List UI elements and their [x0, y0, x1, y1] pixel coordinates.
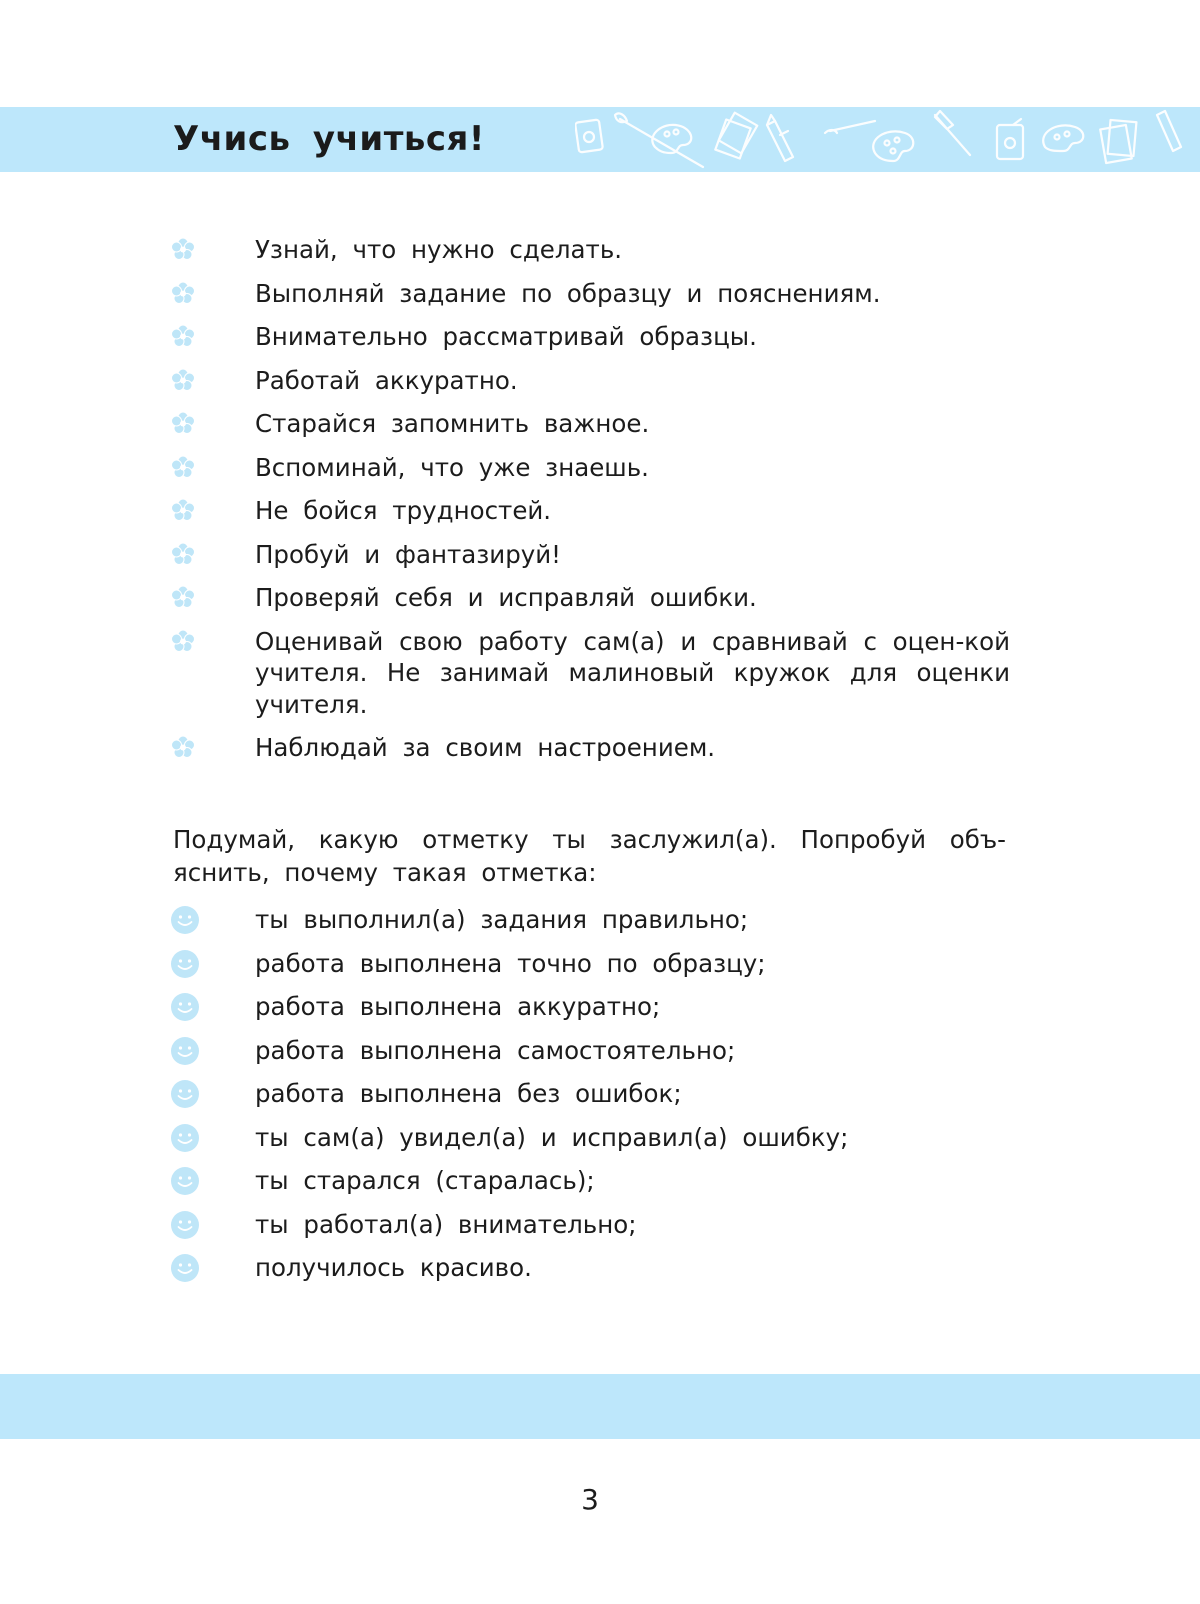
- smiley-icon: [170, 992, 200, 1022]
- flower-icon: [170, 585, 196, 611]
- flower-icon: [170, 629, 196, 655]
- list-item-text: Вспоминай, что уже знаешь.: [255, 452, 649, 482]
- list-item-text: Наблюдай за своим настроением.: [255, 733, 716, 762]
- list-item: [170, 991, 1010, 1023]
- palette-icon-2: [873, 131, 913, 161]
- smiley-icon: [170, 905, 200, 935]
- list-item-text: Работай аккуратно.: [255, 365, 518, 395]
- smiley-icon: [170, 1253, 200, 1283]
- list-item-text: получилось красиво.: [255, 1253, 532, 1282]
- list-item-text: Проверяй себя и исправляй ошибки.: [255, 583, 757, 612]
- list-item: [170, 321, 1010, 353]
- flower-icon: [170, 542, 196, 568]
- list-item-text: Выполняй задание по образцу и пояснениям.: [255, 278, 881, 308]
- list-item: [170, 234, 1010, 266]
- paper-stack-icon: [715, 113, 757, 159]
- rules-list: [170, 234, 1010, 776]
- list-item-text: работа выполнена аккуратно;: [255, 992, 661, 1021]
- flower-icon: [170, 455, 196, 481]
- palette-icon-3: [1043, 125, 1083, 151]
- brush-icon-2: [935, 111, 970, 155]
- list-item: [170, 904, 1010, 936]
- flower-icon: [170, 368, 196, 394]
- list-item-text: Старайся запомнить важное.: [255, 409, 650, 438]
- list-item-text: Внимательно рассматривай образцы.: [255, 322, 757, 351]
- footer-band: [0, 1374, 1200, 1439]
- list-item: [170, 626, 1010, 721]
- crayon-icon: [767, 115, 793, 161]
- list-item: [170, 1252, 1010, 1284]
- list-item-text: Узнай, что нужно сделать.: [255, 235, 623, 264]
- list-item: [170, 582, 1010, 614]
- list-item: [170, 1165, 1010, 1197]
- assessment-intro: Подумай, какую отметку ты заслужил(а). Попробуй объ-яснить, почему такая отметка:: [173, 825, 1006, 887]
- list-item-text: ты старался (старалась);: [255, 1166, 595, 1195]
- flower-icon: [170, 281, 196, 307]
- list-item-text: Оценивай свою работу сам(а) и сравнивай с оцен-кой учителя. Не занимай малиновый кружок для оценки учителя.: [255, 626, 1010, 719]
- sharpener-icon-2: [997, 119, 1023, 159]
- list-item-text: Не бойся трудностей.: [255, 496, 552, 525]
- list-item-text: Пробуй и фантазируй!: [255, 539, 562, 569]
- list-item: [170, 1122, 1010, 1154]
- assessment-list: [170, 904, 1010, 1296]
- list-item: [170, 1078, 1010, 1110]
- list-item: [170, 948, 1010, 980]
- pencil-icon: [825, 121, 875, 133]
- list-item-text: работа выполнена без ошибок;: [255, 1079, 682, 1108]
- flower-icon: [170, 735, 196, 761]
- smiley-icon: [170, 1210, 200, 1240]
- list-item-text: работа выполнена самостоятельно;: [255, 1035, 736, 1065]
- list-item: [170, 539, 1010, 571]
- flower-icon: [170, 324, 196, 350]
- flower-icon: [170, 498, 196, 524]
- school-supplies-decoration: [575, 107, 1200, 172]
- list-item-text: ты работал(а) внимательно;: [255, 1209, 637, 1239]
- smiley-icon: [170, 949, 200, 979]
- flower-icon: [170, 237, 196, 263]
- page-number: 3: [581, 1483, 599, 1516]
- list-item: [170, 452, 1010, 484]
- sharpener-icon: [575, 119, 603, 152]
- smiley-icon: [170, 1166, 200, 1196]
- paper-stack-icon-2: [1100, 120, 1136, 163]
- list-item: [170, 278, 1010, 310]
- list-item: [170, 1035, 1010, 1067]
- list-item: [170, 732, 1010, 764]
- smiley-icon: [170, 1036, 200, 1066]
- list-item: [170, 408, 1010, 440]
- crayon-icon-2: [1157, 111, 1181, 151]
- smiley-icon: [170, 1079, 200, 1109]
- list-item: [170, 495, 1010, 527]
- list-item-text: ты выполнил(а) задания правильно;: [255, 905, 749, 934]
- smiley-icon: [170, 1123, 200, 1153]
- list-item: [170, 365, 1010, 397]
- flower-icon: [170, 411, 196, 437]
- list-item-text: ты сам(а) увидел(а) и исправил(а) ошибку;: [255, 1122, 849, 1152]
- list-item-text: работа выполнена точно по образцу;: [255, 948, 766, 978]
- page-title: Учись учиться!: [173, 119, 485, 159]
- list-item: [170, 1209, 1010, 1241]
